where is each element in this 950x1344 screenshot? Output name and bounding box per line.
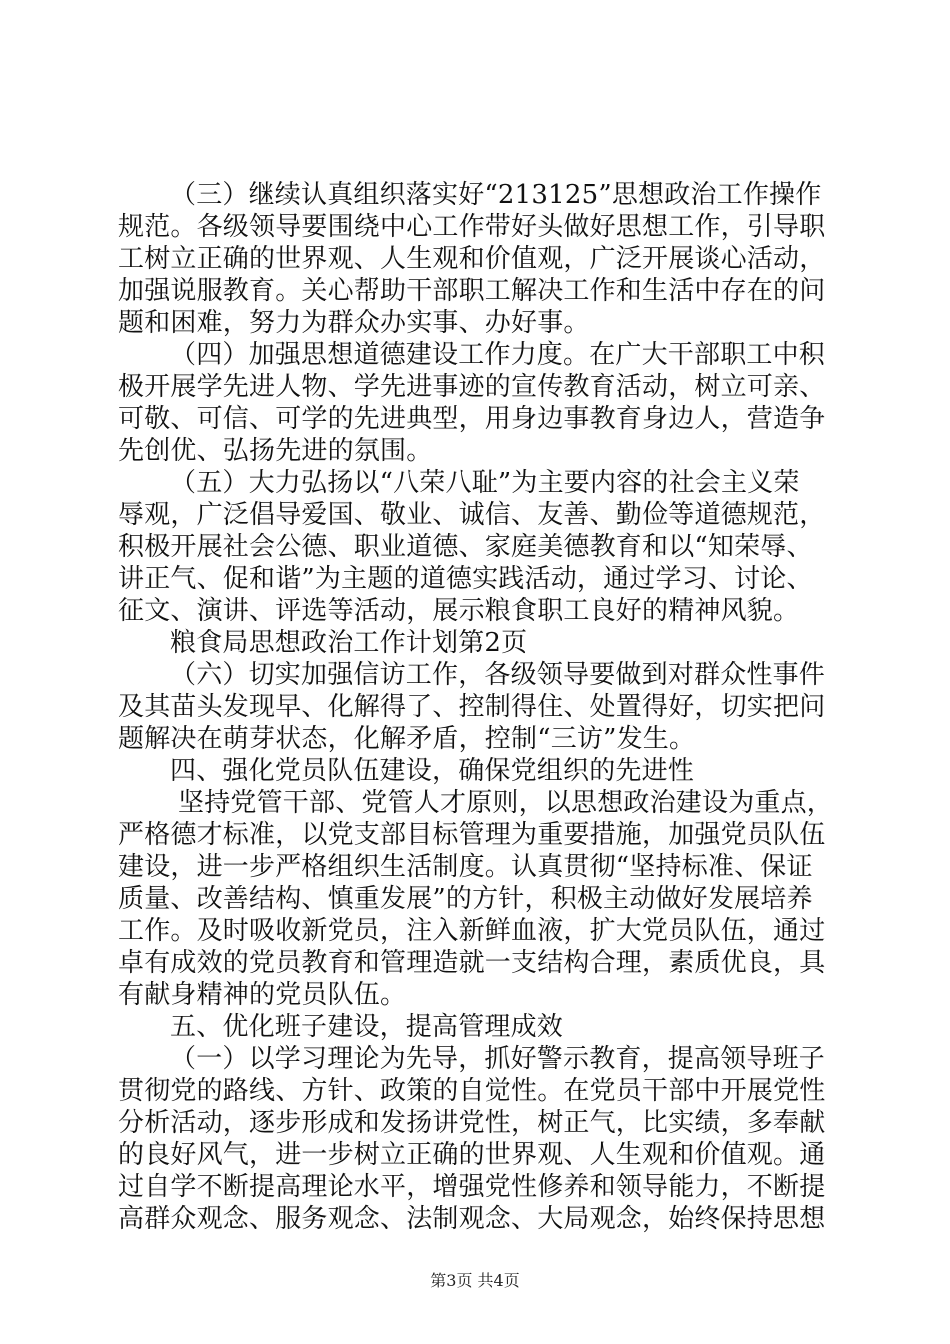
page-footer: 第3页 共4页 [430, 1271, 520, 1290]
paragraph-line: 辱观，广泛倡导爱国、敬业、诚信、友善、勤俭等道德规范， [118, 500, 826, 530]
paragraph-line: 贯彻党的路线、方针、政策的自觉性。在党员干部中开展党性 [118, 1076, 826, 1106]
paragraph-line: （五）大力弘扬以“八荣八耻”为主要内容的社会主义荣 [170, 468, 800, 498]
paragraph-line: 严格德才标准，以党支部目标管理为重要措施，加强党员队伍 [118, 820, 826, 850]
paragraph-line: 征文、演讲、评选等活动，展示粮食职工良好的精神风貌。 [118, 596, 800, 626]
paragraph-line: 过自学不断提高理论水平，增强党性修养和领导能力，不断提 [118, 1172, 826, 1202]
paragraph-line: （四）加强思想道德建设工作力度。在广大干部职工中积 [170, 340, 826, 370]
paragraph-line: 可敬、可信、可学的先进典型，用身边事教育身边人，营造争 [118, 404, 826, 434]
paragraph-line: 题解决在萌芽状态，化解矛盾，控制“三访”发生。 [118, 724, 696, 754]
paragraph-line: 的良好风气，进一步树立正确的世界观、人生观和价值观。通 [118, 1140, 826, 1170]
paragraph-line: （一）以学习理论为先导，抓好警示教育，提高领导班子 [170, 1044, 826, 1074]
paragraph-line: 规范。各级领导要围绕中心工作带好头做好思想工作，引导职 [118, 212, 826, 242]
paragraph-line: 工树立正确的世界观、人生观和价值观，广泛开展谈心活动， [118, 244, 826, 274]
paragraph-line: 题和困难，努力为群众办实事、办好事。 [118, 308, 590, 338]
running-page-label: 粮食局思想政治工作计划第2页 [170, 628, 528, 658]
section-heading: 五、优化班子建设，提高管理成效 [170, 1012, 564, 1042]
paragraph-line: 及其苗头发现早、化解得了、控制得住、处置得好，切实把问 [118, 692, 826, 722]
paragraph-line: 质量、改善结构、慎重发展”的方针，积极主动做好发展培养 [118, 884, 813, 914]
paragraph-line: 先创优、弘扬先进的氛围。 [118, 436, 433, 466]
paragraph-line: （六）切实加强信访工作，各级领导要做到对群众性事件 [170, 660, 826, 690]
paragraph-line: 有献身精神的党员队伍。 [118, 980, 407, 1010]
paragraph-line: （三）继续认真组织落实好“213125”思想政治工作操作 [170, 180, 822, 210]
paragraph-line: 分析活动，逐步形成和发扬讲党性，树正气，比实绩，多奉献 [118, 1108, 826, 1138]
paragraph-line: 加强说服教育。关心帮助干部职工解决工作和生活中存在的问 [118, 276, 826, 306]
paragraph-line: 讲正气、促和谐”为主题的道德实践活动，通过学习、讨论、 [118, 564, 813, 594]
paragraph-line: 积极开展社会公德、职业道德、家庭美德教育和以“知荣辱、 [118, 532, 813, 562]
section-heading: 四、强化党员队伍建设，确保党组织的先进性 [170, 756, 695, 786]
paragraph-line: 高群众观念、服务观念、法制观念、大局观念，始终保持思想 [118, 1204, 826, 1234]
paragraph-line: 卓有成效的党员教育和管理造就一支结构合理，素质优良，具 [118, 948, 826, 978]
paragraph-line: 极开展学先进人物、学先进事迹的宣传教育活动，树立可亲、 [118, 372, 826, 402]
paragraph-line: 坚持党管干部、党管人才原则，以思想政治建设为重点， [178, 788, 834, 818]
paragraph-line: 工作。及时吸收新党员，注入新鲜血液，扩大党员队伍，通过 [118, 916, 826, 946]
paragraph-line: 建设，进一步严格组织生活制度。认真贯彻“坚持标准、保证 [118, 852, 813, 882]
